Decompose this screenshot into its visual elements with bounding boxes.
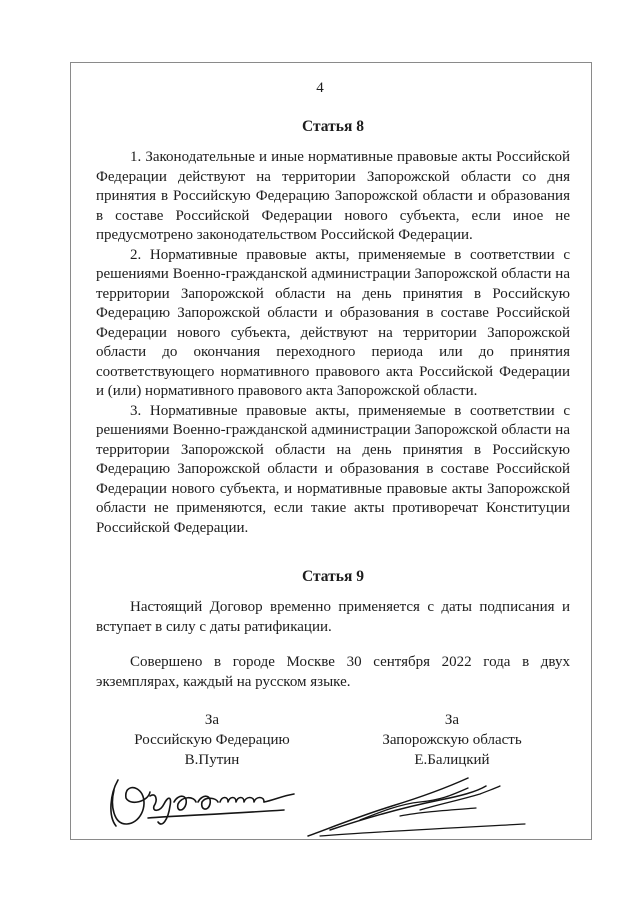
signatory-party: Российскую Федерацию [134, 732, 290, 748]
article-9-title: Статья 9 [302, 568, 364, 585]
page-number: 4 [316, 80, 324, 96]
signature-for-label: За [444, 712, 460, 728]
article-8-paragraph-2: 2. Нормативные правовые акты, применяемые в соответствии с решениями Военно-гражданской администрации Запорожской области на территории Запорожской области на день принятия в Российскую Федерацию Запорожской области и образования в составе Российской Федерации нового субъекта, действуют на территории Запорожской области до окончания переходного периода или до принятия соответствующего нормативного правового акта Российской Федерации и (или) нормативного правового акта Запорожской области. [96, 246, 570, 399]
article-8-paragraph-1: 1. Законодательные и иные нормативные правовые акты Российской Федерации действуют на территории Запорожской области со дня принятия в Российскую Федерацию Запорожской области и образования в составе Российской Федерации нового субъекта, если иное не предусмотрено законодательством Российской Федерации. [96, 149, 570, 243]
signature-for-label: За [204, 712, 220, 728]
article-9-paragraph-2: Совершено в городе Москве 30 сентября 2022 года в двух экземплярах, каждый на русском языке. [96, 654, 570, 690]
article-8-title: Статья 8 [302, 118, 364, 135]
article-8 [96, 118, 570, 538]
signature-block-russia [112, 710, 312, 770]
signature-block-zaporozhye [352, 710, 552, 770]
signatory-name: Е.Балицкий [414, 752, 490, 768]
handwritten-signature-balitsky [300, 770, 530, 850]
signatory-name: В.Путин [184, 752, 240, 768]
article-9 [96, 568, 570, 708]
signatory-party: Запорожскую область [382, 732, 522, 748]
article-8-paragraph-3: 3. Нормативные правовые акты, применяемые в соответствии с решениями Военно-гражданской администрации Запорожской области на территории Запорожской области на день принятия в Российскую Федерацию Запорожской области и образования в составе Российской Федерации нового субъекта, и нормативные правовые акты Запорожской области не применяются, если такие акты противоречат Конституции Российской Федерации. [96, 402, 570, 536]
article-9-paragraph-1: Настоящий Договор временно применяется с даты подписания и вступает в силу с даты ратификации. [96, 599, 570, 635]
